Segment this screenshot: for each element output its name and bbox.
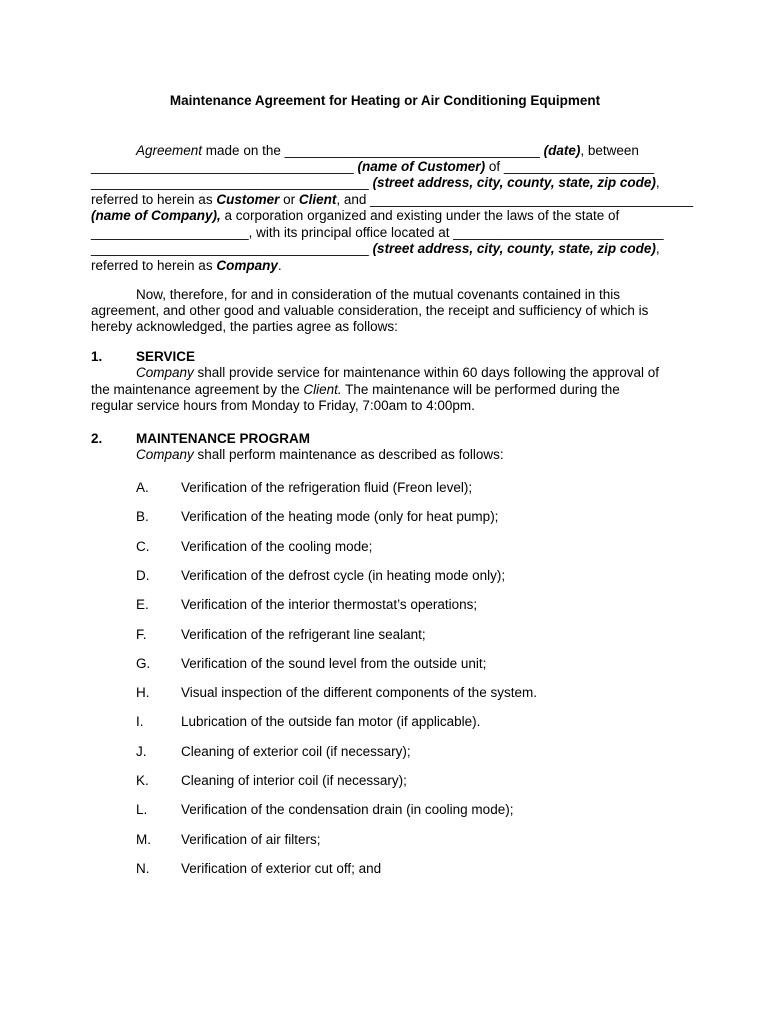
- section-2-line-1: [136, 447, 504, 463]
- list-item-letter: H.: [136, 685, 150, 700]
- intro-text: ,: [655, 175, 660, 190]
- intro-line-8: [91, 258, 282, 274]
- list-item-letter: A.: [136, 480, 149, 495]
- intro-text: made on the __________________________________: [202, 143, 544, 158]
- list-item: Verification of the cooling mode;: [181, 539, 373, 554]
- company-name-label: (name of Company),: [91, 208, 221, 223]
- list-item: Verification of the interior thermostat’s operations;: [181, 597, 478, 612]
- blank-line: ___________________________________: [91, 159, 358, 174]
- intro-text: , between: [580, 143, 639, 158]
- intro-text: .: [277, 258, 282, 273]
- intro-line-3: [91, 175, 660, 191]
- intro-line-6: [91, 225, 664, 241]
- intro-text: a corporation organized and existing under the laws of the state of: [220, 208, 620, 223]
- section-text: The maintenance will be performed during the: [341, 382, 620, 397]
- company-term: Company: [136, 365, 194, 380]
- list-item-letter: F.: [136, 627, 147, 642]
- list-item-letter: L.: [136, 802, 148, 817]
- blank-line: _____________________________________: [91, 241, 373, 256]
- client-term: Client: [298, 192, 337, 207]
- agreement-word: Agreement: [136, 143, 203, 158]
- company-term: Company: [136, 447, 194, 462]
- list-item-letter: K.: [136, 773, 149, 788]
- intro-line-7: [91, 241, 660, 257]
- list-item-letter: C.: [136, 539, 150, 554]
- section-1-number: 1.: [91, 349, 103, 364]
- list-item: Verification of the refrigeration fluid (Freon level);: [181, 480, 473, 495]
- list-item: Verification of the condensation drain (in cooling mode);: [181, 802, 514, 817]
- section-1-heading: SERVICE: [136, 349, 196, 364]
- intro-text: of ____________________: [485, 159, 654, 174]
- section-1-line-3: regular service hours from Monday to Friday, 7:00am to 4:00pm.: [91, 398, 475, 413]
- list-item-letter: J.: [136, 744, 147, 759]
- consideration-line-3: hereby acknowledged, the parties agree as follows:: [91, 319, 398, 334]
- intro-text: , and ___________________________________________: [336, 192, 693, 207]
- customer-address-label: (street address, city, county, state, zip code): [372, 175, 656, 190]
- company-address-label: (street address, city, county, state, zip code): [372, 241, 656, 256]
- date-label: (date): [543, 143, 581, 158]
- intro-line-5: [91, 208, 619, 224]
- section-1-line-2: [91, 382, 620, 398]
- section-text: shall provide service for maintenance within 60 days following the approval of: [193, 365, 660, 380]
- list-item-letter: N.: [136, 861, 150, 876]
- consideration-line-1: Now, therefore, for and in consideration of the mutual covenants contained in this: [136, 287, 621, 302]
- section-2-number: 2.: [91, 431, 103, 446]
- list-item-letter: E.: [136, 597, 149, 612]
- intro-text: or: [279, 192, 299, 207]
- consideration-line-2: agreement, and other good and valuable consideration, the receipt and sufficiency of which is: [91, 303, 649, 318]
- list-item: Verification of the sound level from the outside unit;: [181, 656, 487, 671]
- list-item: Verification of the heating mode (only for heat pump);: [181, 509, 499, 524]
- blank-line: _____________________________________: [91, 175, 373, 190]
- customer-term: Customer: [216, 192, 280, 207]
- intro-text: referred to herein as: [91, 258, 217, 273]
- list-item: Cleaning of interior coil (if necessary);: [181, 773, 407, 788]
- list-item: Verification of the refrigerant line sealant;: [181, 627, 426, 642]
- list-item-letter: D.: [136, 568, 150, 583]
- list-item: Verification of exterior cut off; and: [181, 861, 382, 876]
- section-text: shall perform maintenance as described as follows:: [193, 447, 504, 462]
- intro-text: ,: [655, 241, 660, 256]
- client-term: Client.: [303, 382, 342, 397]
- list-item: Verification of the defrost cycle (in heating mode only);: [181, 568, 506, 583]
- document-title: Maintenance Agreement for Heating or Air Conditioning Equipment: [169, 93, 601, 108]
- list-item-letter: G.: [136, 656, 151, 671]
- list-item-letter: I.: [136, 714, 144, 729]
- list-item: Cleaning of exterior coil (if necessary);: [181, 744, 411, 759]
- company-term: Company: [216, 258, 278, 273]
- section-text: the maintenance agreement by the: [91, 382, 304, 397]
- section-1-line-1: [136, 365, 659, 381]
- intro-line-4: [91, 192, 693, 208]
- intro-line-2: [91, 159, 654, 175]
- intro-line-1: [136, 143, 639, 159]
- list-item: Lubrication of the outside fan motor (if applicable).: [181, 714, 481, 729]
- customer-name-label: (name of Customer): [357, 159, 486, 174]
- intro-text: _____________________, with its principal office located at ____________________________: [91, 225, 664, 240]
- list-item: Visual inspection of the different components of the system.: [181, 685, 537, 700]
- section-2-heading: MAINTENANCE PROGRAM: [136, 431, 310, 446]
- list-item-letter: B.: [136, 509, 149, 524]
- list-item-letter: M.: [136, 832, 151, 847]
- list-item: Verification of air filters;: [181, 832, 321, 847]
- intro-text: referred to herein as: [91, 192, 217, 207]
